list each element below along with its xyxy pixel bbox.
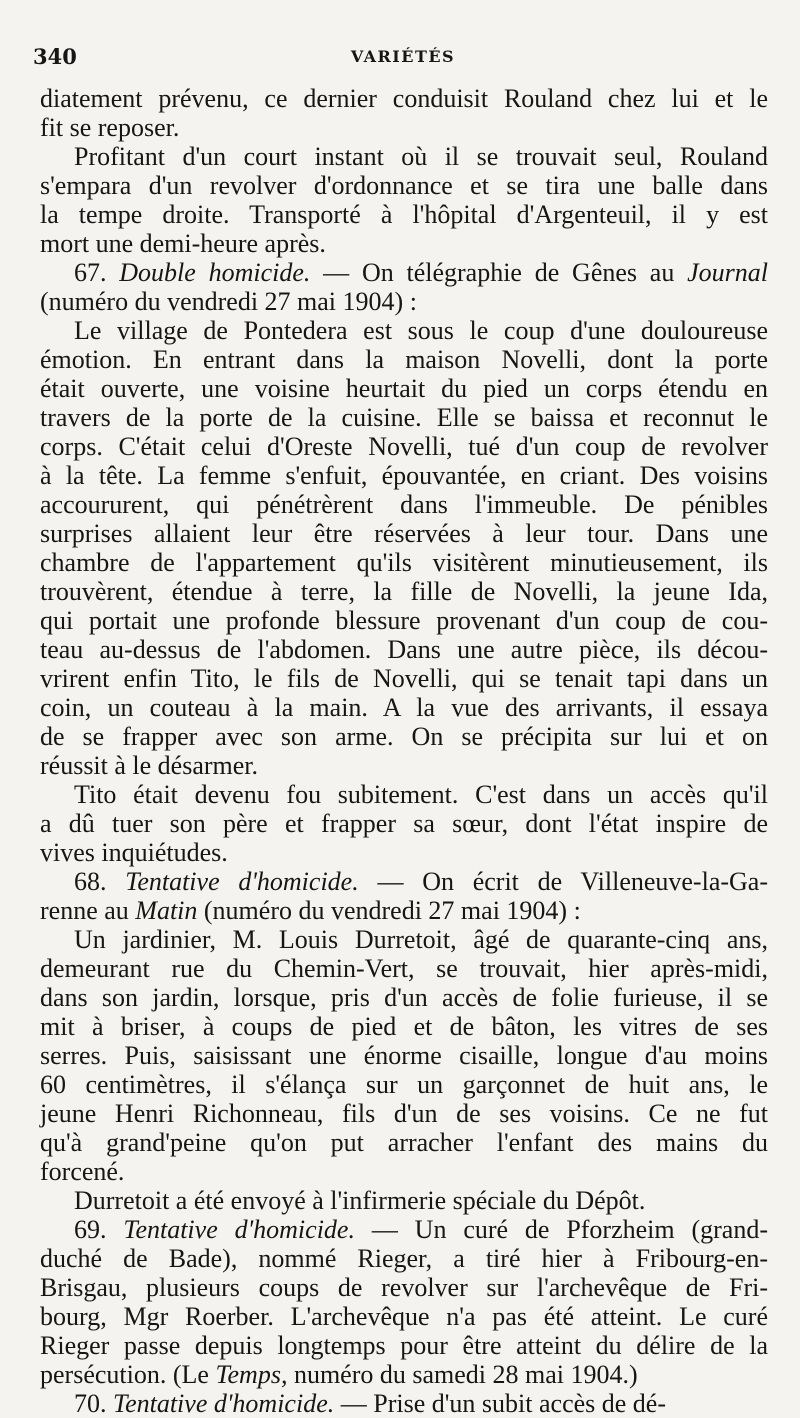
- text-line: [40, 1012, 768, 1041]
- text-line: [40, 664, 768, 693]
- line-text: qu'à grand'peine qu'on put arracher l'enfant des mains du: [40, 1128, 768, 1157]
- line-text: teau au-dessus de l'abdomen. Dans une autre pièce, ils décou-: [40, 635, 768, 664]
- text-run: persécution. (Le: [40, 1360, 216, 1389]
- text-line: [40, 722, 768, 751]
- line-text: fit se reposer.: [40, 113, 180, 142]
- line-text: Tito était devenu fou subitement. C'est dans un accès qu'il: [74, 780, 768, 809]
- line-text: émotion. En entrant dans la maison Novelli, dont la porte: [40, 345, 768, 374]
- text-line: [40, 1302, 768, 1331]
- line-text: (numéro du vendredi 27 mai 1904) :: [40, 287, 417, 316]
- text-line: [40, 838, 768, 867]
- italic-run: Tentative d'homicide.: [125, 867, 359, 896]
- line-text: mort une demi-heure après.: [40, 229, 326, 258]
- text-line: [40, 258, 768, 287]
- text-run: 70.: [74, 1389, 113, 1418]
- text-line: [40, 606, 768, 635]
- text-line: [40, 548, 768, 577]
- line-text: chambre de l'appartement qu'ils visitèrent minutieusement, ils: [40, 548, 768, 577]
- text-line: [40, 1215, 768, 1244]
- line-text: [40, 896, 581, 925]
- text-run: 68.: [74, 867, 126, 896]
- line-text: réussit à le désarmer.: [40, 751, 259, 780]
- text-run: — Un curé de Pforzheim (grand-: [354, 1215, 768, 1244]
- text-line: [40, 1360, 768, 1389]
- text-line: [40, 1331, 768, 1360]
- text-line: [40, 1273, 768, 1302]
- line-text: accoururent, qui pénétrèrent dans l'immeuble. De pénibles: [40, 490, 768, 519]
- line-text: vrirent enfin Tito, le fils de Novelli, qui se tenait tapi dans un: [40, 664, 768, 693]
- line-text: Durretoit a été envoyé à l'infirmerie spéciale du Dépôt.: [74, 1186, 646, 1215]
- text-run: 69.: [74, 1215, 124, 1244]
- text-run: renne au: [40, 896, 136, 925]
- line-text: diatement prévenu, ce dernier conduisit Rouland chez lui et le: [40, 84, 768, 113]
- text-line: [40, 84, 768, 113]
- line-text: [74, 867, 768, 896]
- text-run: — On écrit de Villeneuve-la-Ga-: [358, 867, 768, 896]
- text-line: [40, 1186, 768, 1215]
- line-text: [40, 1360, 638, 1389]
- line-text: travers de la porte de la cuisine. Elle se baissa et reconnut le: [40, 403, 768, 432]
- line-text: qui portait une profonde blessure provenant d'un coup de cou-: [40, 606, 768, 635]
- italic-run: Journal: [687, 258, 768, 287]
- line-text: serres. Puis, saisissant une énorme cisaille, longue d'au moins: [40, 1041, 768, 1070]
- line-text: surprises allaient leur être réservées à leur tour. Dans une: [40, 519, 768, 548]
- line-text: Profitant d'un court instant où il se trouvait seul, Rouland: [74, 142, 768, 171]
- text-line: [40, 1070, 768, 1099]
- line-text: 60 centimètres, il s'élança sur un garçonnet de huit ans, le: [40, 1070, 768, 1099]
- line-text: trouvèrent, étendue à terre, la fille de Novelli, la jeune Ida,: [40, 577, 768, 606]
- text-line: [40, 983, 768, 1012]
- text-line: [40, 867, 768, 896]
- text-line: [40, 1389, 768, 1418]
- line-text: mit à briser, à coups de pied et de bâton, les vitres de ses: [40, 1012, 768, 1041]
- line-text: vives inquiétudes.: [40, 838, 228, 867]
- text-line: [40, 751, 768, 780]
- line-text: Un jardinier, M. Louis Durretoit, âgé de quarante-cinq ans,: [74, 925, 768, 954]
- line-text: coin, un couteau à la main. A la vue des arrivants, il essaya: [40, 693, 768, 722]
- text-line: [40, 287, 768, 316]
- text-line: [40, 403, 768, 432]
- text-line: [40, 229, 768, 258]
- line-text: Rieger passe depuis longtemps pour être atteint du délire de la: [40, 1331, 768, 1360]
- text-line: [40, 519, 768, 548]
- text-line: [40, 200, 768, 229]
- line-text: [74, 1389, 666, 1418]
- text-line: [40, 316, 768, 345]
- italic-run: Double homicide.: [119, 258, 311, 287]
- text-run: — Prise d'un subit accès de dé-: [334, 1389, 667, 1418]
- text-line: [40, 461, 768, 490]
- running-title: VARIÉTÉS: [350, 47, 456, 66]
- line-text: de se frapper avec son arme. On se précipita sur lui et on: [40, 722, 768, 751]
- text-line: [40, 635, 768, 664]
- line-text: Brisgau, plusieurs coups de revolver sur l'archevêque de Fri-: [40, 1273, 768, 1302]
- line-text: Le village de Pontedera est sous le coup d'une douloureuse: [74, 316, 768, 345]
- text-line: [40, 142, 768, 171]
- italic-run: Tentative d'homicide.: [113, 1389, 335, 1418]
- page-number: 340: [33, 44, 77, 69]
- line-text: duché de Bade), nommé Rieger, a tiré hier à Fribourg-en-: [40, 1244, 768, 1273]
- text-run: (numéro du vendredi 27 mai 1904) :: [197, 896, 581, 925]
- text-run: numéro du samedi 28 mai 1904.): [287, 1360, 638, 1389]
- line-text: dans son jardin, lorsque, pris d'un accès de folie furieuse, il se: [40, 983, 768, 1012]
- italic-run: Matin: [135, 896, 198, 925]
- line-text: jeune Henri Richonneau, fils d'un de ses voisins. Ce ne fut: [40, 1099, 768, 1128]
- text-run: — On télégraphie de Gênes au: [310, 258, 688, 287]
- text-line: [40, 780, 768, 809]
- line-text: [74, 1215, 768, 1244]
- text-line: [40, 113, 768, 142]
- line-text: corps. C'était celui d'Oreste Novelli, tué d'un coup de revolver: [40, 432, 768, 461]
- text-line: [40, 1099, 768, 1128]
- text-line: [40, 809, 768, 838]
- text-line: [40, 171, 768, 200]
- italic-run: Tentative d'homicide.: [123, 1215, 355, 1244]
- page-header: [33, 44, 773, 74]
- text-line: [40, 1128, 768, 1157]
- text-line: [40, 432, 768, 461]
- text-run: 67.: [74, 258, 120, 287]
- text-line: [40, 693, 768, 722]
- text-line: [40, 925, 768, 954]
- line-text: était ouverte, une voisine heurtait du pied un corps étendu en: [40, 374, 768, 403]
- text-line: [40, 896, 768, 925]
- line-text: à la tête. La femme s'enfuit, épouvantée, en criant. Des voisins: [40, 461, 768, 490]
- line-text: a dû tuer son père et frapper sa sœur, dont l'état inspire de: [40, 809, 768, 838]
- text-line: [40, 490, 768, 519]
- line-text: bourg, Mgr Roerber. L'archevêque n'a pas été atteint. Le curé: [40, 1302, 768, 1331]
- line-text: forcené.: [40, 1157, 125, 1186]
- line-text: la tempe droite. Transporté à l'hôpital d'Argenteuil, il y est: [40, 200, 768, 229]
- text-line: [40, 1041, 768, 1070]
- text-line: [40, 954, 768, 983]
- text-line: [40, 1244, 768, 1273]
- line-text: [74, 258, 768, 287]
- text-line: [40, 577, 768, 606]
- line-text: s'empara d'un revolver d'ordonnance et se tira une balle dans: [40, 171, 768, 200]
- line-text: demeurant rue du Chemin-Vert, se trouvait, hier après-midi,: [40, 954, 768, 983]
- text-body: [40, 84, 768, 1418]
- text-line: [40, 345, 768, 374]
- text-line: [40, 374, 768, 403]
- text-line: [40, 1157, 768, 1186]
- italic-run: Temps,: [215, 1360, 288, 1389]
